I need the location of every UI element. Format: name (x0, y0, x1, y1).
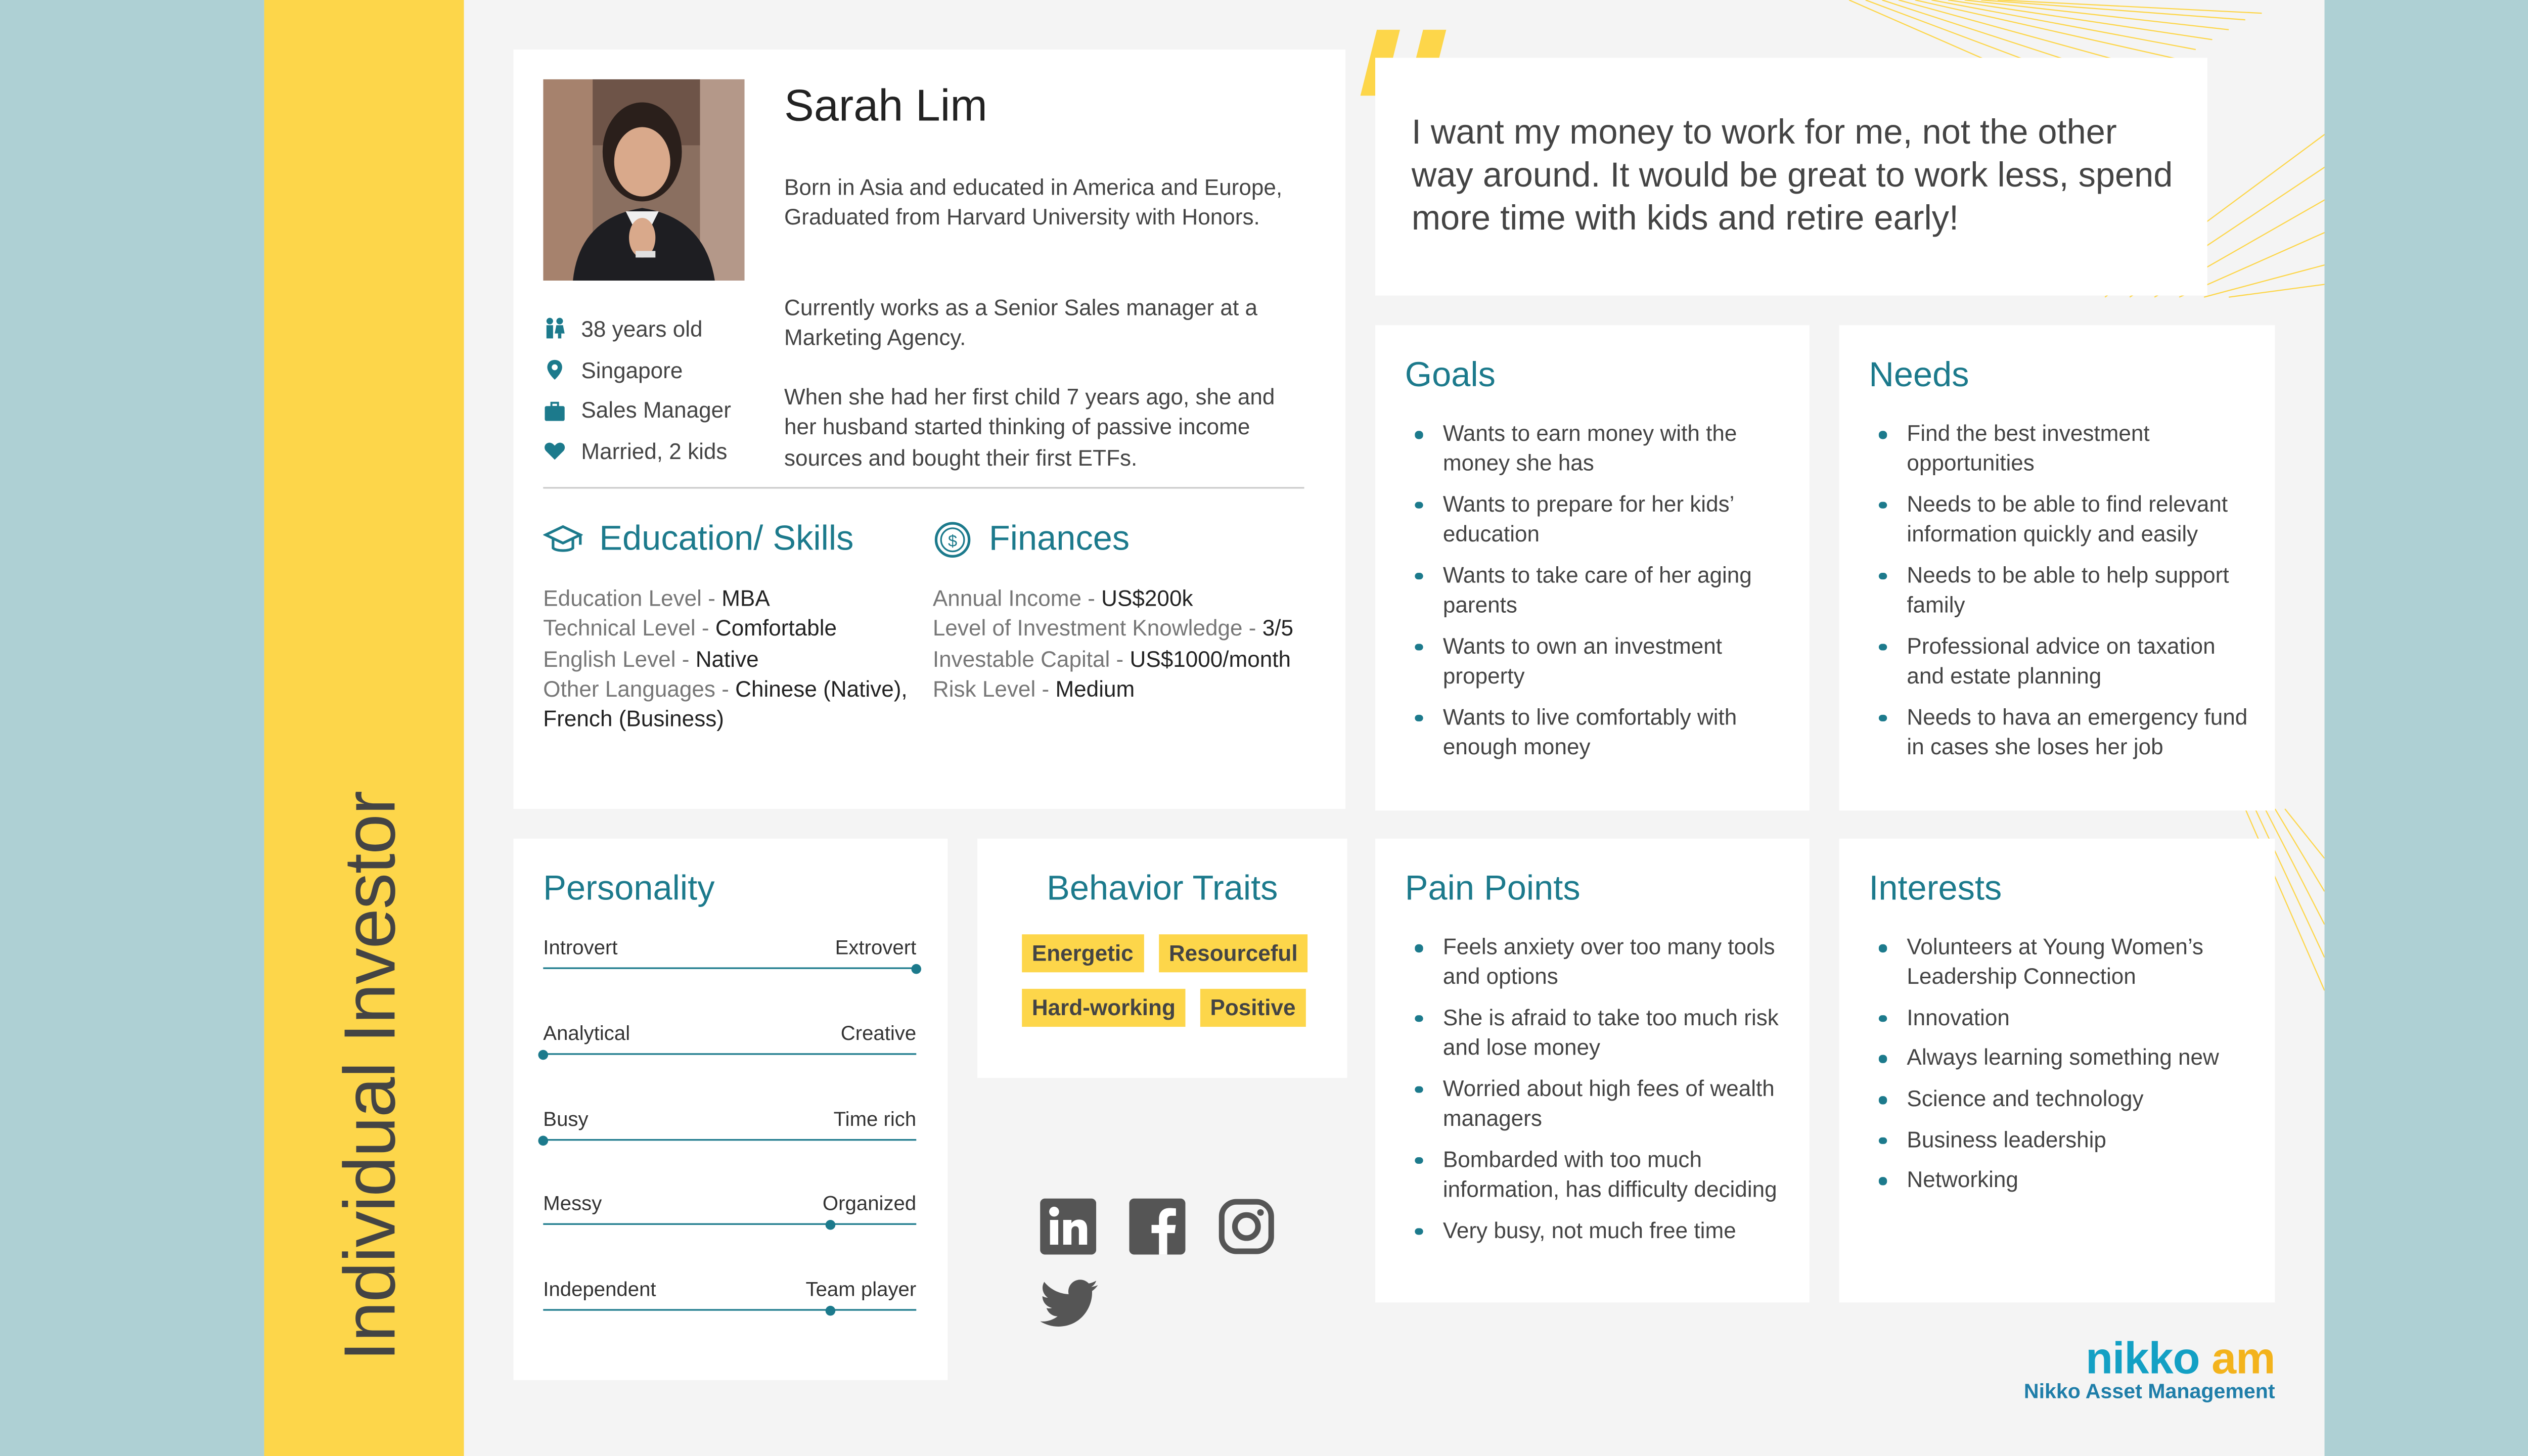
facebook-icon[interactable] (1129, 1199, 1185, 1255)
list-item: Always learning something new (1869, 1044, 2256, 1074)
goals-card (1375, 325, 1810, 810)
list-item: Wants to live comfortably with enough money (1405, 703, 1793, 763)
twitter-icon[interactable] (1040, 1280, 1100, 1329)
bio-paragraph-3: When she had her first child 7 years ago, she and her husband started thinking of passive income sources and bought their first ETFs. (784, 384, 1275, 470)
svg-text:$: $ (948, 531, 958, 550)
quote-card (1375, 58, 2207, 295)
graduation-cap-icon (543, 520, 582, 560)
slider-dot (538, 1135, 548, 1145)
needs-card (1839, 325, 2275, 810)
profile-photo (543, 79, 744, 281)
slider-left-label: Busy (543, 1108, 589, 1131)
slider-dot (826, 1219, 836, 1230)
finances-title: Finances (988, 520, 1130, 558)
education-item-value: Native (695, 646, 759, 671)
interests-card (1839, 839, 2275, 1303)
slider-right-label: Organized (822, 1192, 917, 1215)
fact-job-text: Sales Manager (581, 398, 731, 423)
list-item: Very busy, not much free time (1405, 1216, 1793, 1246)
list-item: Needs to hava an emergency fund in cases she loses her job (1869, 703, 2256, 763)
education-list (543, 584, 926, 736)
finances-item (933, 675, 1329, 705)
list-item: Wants to earn money with the money she has (1405, 419, 1793, 479)
finances-item-value: Medium (1055, 676, 1135, 702)
personality-slider (543, 1022, 916, 1055)
bio-paragraph-2: Currently works as a Senior Sales manager at a Marketing Agency. (784, 295, 1257, 351)
slider-dot (826, 1305, 836, 1315)
portrait-image (543, 79, 744, 281)
profile-divider (543, 487, 1304, 488)
trait-tag: Energetic (1022, 934, 1143, 972)
needs-title: Needs (1869, 356, 1969, 395)
education-item-label: English Level - (543, 646, 696, 671)
education-item (543, 675, 926, 735)
list-item: Feels anxiety over too many tools and options (1405, 933, 1793, 993)
education-heading (543, 520, 853, 560)
trait-tag: Hard-working (1022, 989, 1185, 1027)
slider-track (543, 1223, 916, 1225)
slider-dot (538, 1049, 548, 1059)
trait-tag: Resourceful (1159, 934, 1307, 972)
finances-item-label: Level of Investment Knowledge - (932, 616, 1262, 641)
list-item: Volunteers at Young Women’s Leadership Connection (1869, 933, 2256, 993)
fact-age-text: 38 years old (581, 316, 703, 342)
profile-card (514, 50, 1346, 809)
slider-left-label: Introvert (543, 936, 618, 960)
family-icon (543, 317, 566, 341)
nikko-am-logo (1948, 1334, 2275, 1403)
instagram-icon[interactable] (1218, 1199, 1275, 1255)
finances-item-value: US$1000/month (1130, 646, 1291, 671)
sidebar-stripe (264, 0, 464, 1456)
list-item: Bombarded with too much information, has difficulty deciding (1405, 1145, 1793, 1205)
interests-list (1869, 933, 2256, 1207)
education-item-value: Chinese (Native), French (Business) (543, 676, 908, 732)
slider-left-label: Messy (543, 1192, 602, 1215)
personality-slider (543, 1278, 916, 1311)
slider-left-label: Independent (543, 1278, 656, 1301)
education-item-label: Education Level - (543, 586, 722, 611)
finances-item-label: Investable Capital - (932, 646, 1130, 671)
profile-name: Sarah Lim (784, 80, 987, 130)
fact-age (543, 309, 731, 350)
heart-icon (543, 440, 566, 463)
logo-wordmark (1948, 1334, 2275, 1385)
list-item: Wants to own an investment property (1405, 632, 1793, 692)
education-item (543, 645, 926, 675)
slider-right-label: Creative (840, 1022, 917, 1045)
trait-tag: Positive (1200, 989, 1305, 1027)
finances-item (933, 584, 1329, 615)
bio-paragraph-1: Born in Asia and educated in America and Europe, Graduated from Harvard University with Honors. (784, 175, 1283, 230)
finances-item (933, 645, 1329, 675)
logo-word-am: am (2211, 1334, 2275, 1384)
location-pin-icon (543, 358, 566, 382)
finances-item-value: US$200k (1101, 586, 1193, 611)
education-item-value: MBA (721, 586, 770, 611)
education-item-label: Technical Level - (543, 616, 715, 641)
slider-right-label: Time rich (833, 1108, 917, 1131)
list-item: Professional advice on taxation and estate planning (1869, 632, 2256, 692)
slider-right-label: Team player (805, 1278, 917, 1301)
goals-list (1405, 419, 1793, 773)
education-item (543, 615, 926, 645)
logo-word-nikko: nikko (2086, 1334, 2200, 1384)
education-title: Education/ Skills (599, 520, 854, 558)
persona-sheet (264, 0, 2324, 1456)
finances-item (933, 615, 1329, 645)
slider-right-label: Extrovert (835, 936, 917, 960)
personality-slider (543, 936, 916, 969)
list-item: She is afraid to take too much risk and lose money (1405, 1004, 1793, 1064)
fact-family (543, 431, 731, 472)
list-item: Worried about high fees of wealth managers (1405, 1074, 1793, 1134)
list-item: Needs to be able to help support family (1869, 561, 2256, 621)
personality-slider (543, 1192, 916, 1225)
list-item: Wants to prepare for her kids’ education (1405, 490, 1793, 550)
list-item: Business leadership (1869, 1125, 2256, 1156)
personality-card (514, 839, 948, 1380)
profile-facts (543, 309, 731, 472)
slider-dot (911, 964, 921, 974)
finances-item-value: 3/5 (1262, 616, 1294, 641)
list-item: Find the best investment opportunities (1869, 419, 2256, 479)
slider-track (543, 967, 916, 969)
fact-location (543, 349, 731, 390)
finances-item-label: Risk Level - (932, 676, 1056, 702)
list-item: Needs to be able to find relevant information quickly and easily (1869, 490, 2256, 550)
pain-points-card (1375, 839, 1810, 1303)
fact-family-text: Married, 2 kids (581, 439, 728, 464)
dollar-coin-icon (933, 520, 972, 560)
fact-job (543, 390, 731, 431)
finances-list (933, 584, 1329, 705)
list-item: Wants to take care of her aging parents (1405, 561, 1793, 621)
behavior-traits-card (977, 839, 1347, 1078)
interests-title: Interests (1869, 870, 2002, 908)
fact-location-text: Singapore (581, 357, 683, 383)
list-item: Innovation (1869, 1004, 2256, 1034)
pain-points-list (1405, 933, 1793, 1257)
linkedin-icon[interactable] (1040, 1199, 1096, 1255)
personality-slider (543, 1108, 916, 1141)
finances-item-label: Annual Income - (932, 586, 1102, 611)
logo-tagline: Nikko Asset Management (2023, 1380, 2275, 1403)
finances-heading (933, 520, 1130, 560)
goals-title: Goals (1405, 356, 1496, 395)
personality-title: Personality (543, 870, 715, 908)
education-item-value: Comfortable (715, 616, 837, 641)
slider-track (543, 1309, 916, 1311)
persona-quote: I want my money to work for me, not the other way around. It would be great to work less, spend more time with kids and retire early! (1411, 114, 2173, 238)
traits-title: Behavior Traits (1047, 870, 1278, 908)
slider-track (543, 1053, 916, 1055)
briefcase-icon (543, 399, 566, 422)
education-item (543, 584, 926, 615)
needs-list (1869, 419, 2256, 773)
slider-left-label: Analytical (543, 1022, 630, 1045)
slider-track (543, 1139, 916, 1141)
pain-points-title: Pain Points (1405, 870, 1581, 908)
education-item-label: Other Languages - (543, 676, 736, 702)
list-item: Networking (1869, 1166, 2256, 1196)
list-item: Science and technology (1869, 1085, 2256, 1115)
sidebar-title: Individual Investor (330, 791, 412, 1361)
